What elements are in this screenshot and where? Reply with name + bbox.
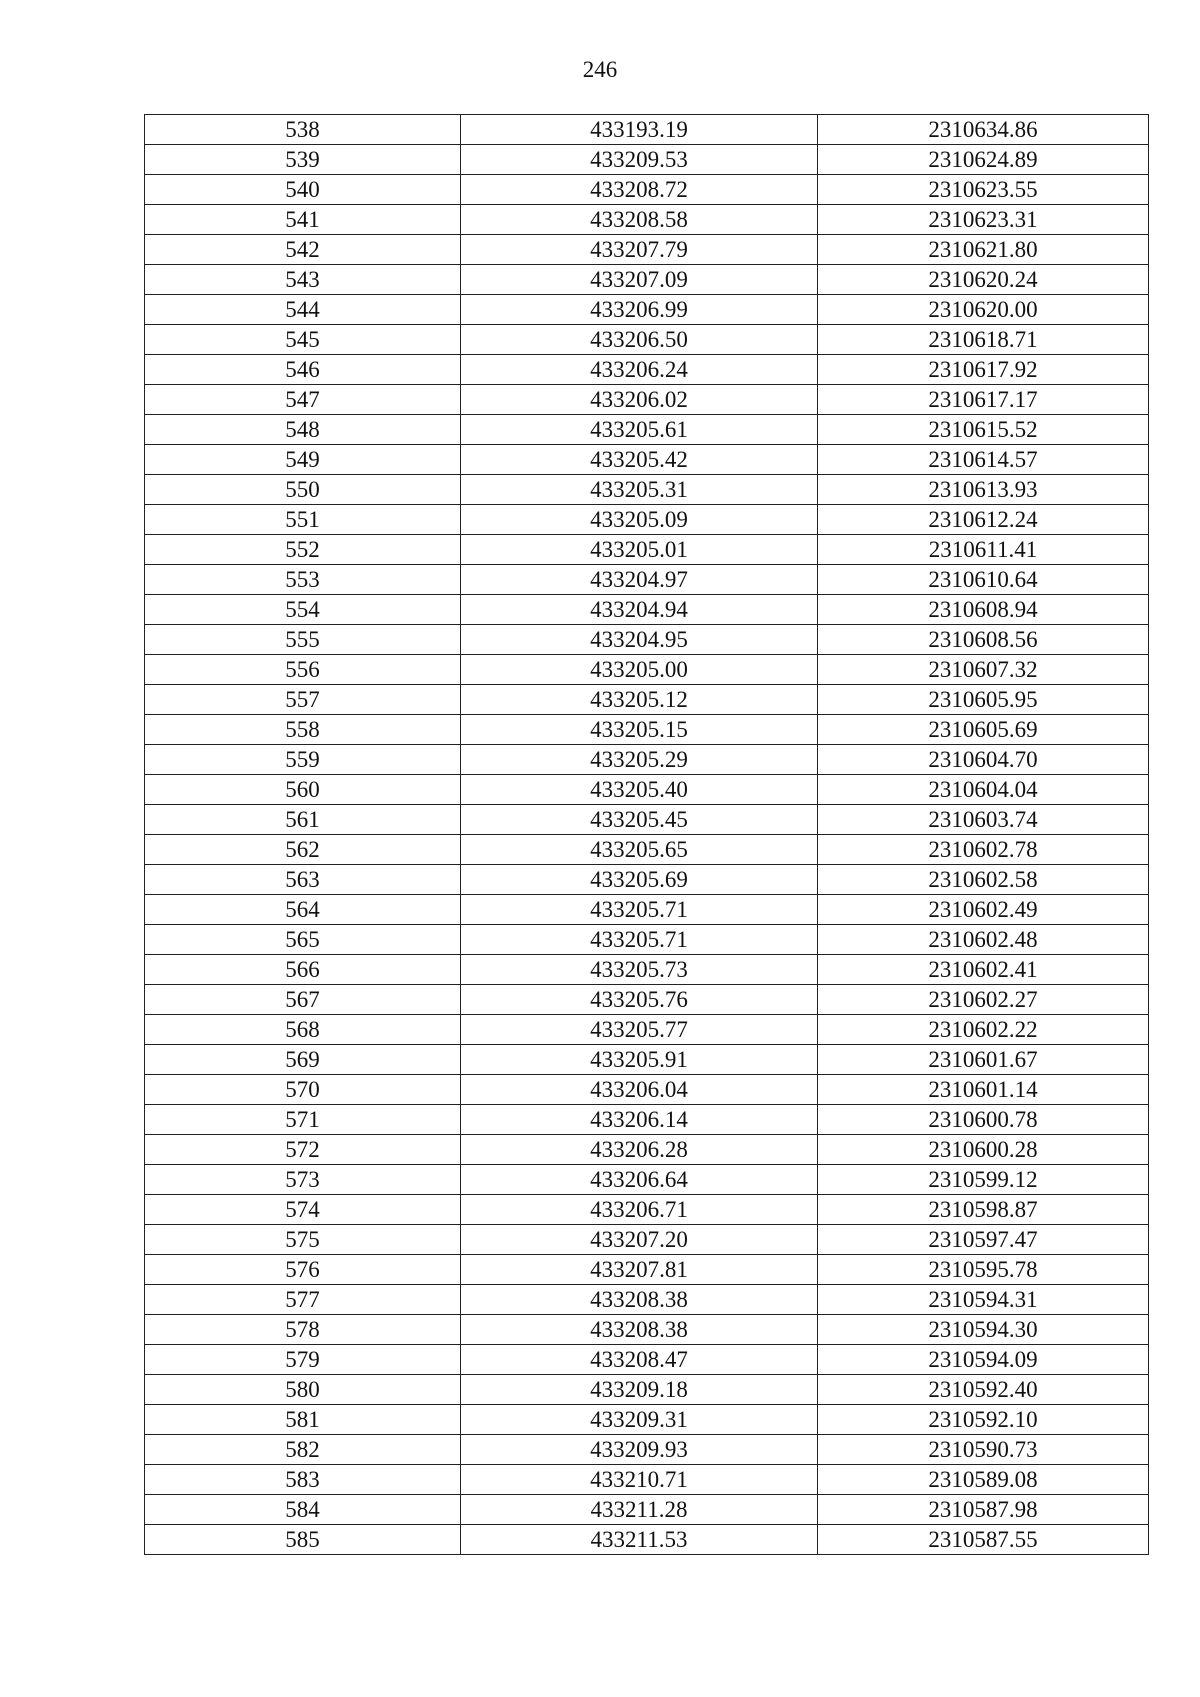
x-coordinate-cell: 433210.71: [461, 1465, 818, 1495]
y-coordinate-cell: 2310602.22: [818, 1015, 1149, 1045]
y-coordinate-cell: 2310602.41: [818, 955, 1149, 985]
table-row: [145, 145, 1149, 175]
y-coordinate-cell: 2310587.55: [818, 1525, 1149, 1555]
x-coordinate-cell: 433205.71: [461, 925, 818, 955]
point-number-cell: 558: [145, 715, 461, 745]
y-coordinate-cell: 2310598.87: [818, 1195, 1149, 1225]
x-coordinate-cell: 433205.00: [461, 655, 818, 685]
table-row: [145, 895, 1149, 925]
point-number-cell: 540: [145, 175, 461, 205]
table-row: [145, 475, 1149, 505]
point-number-cell: 554: [145, 595, 461, 625]
point-number-cell: 561: [145, 805, 461, 835]
point-number-cell: 578: [145, 1315, 461, 1345]
y-coordinate-cell: 2310610.64: [818, 565, 1149, 595]
x-coordinate-cell: 433205.42: [461, 445, 818, 475]
point-number-cell: 545: [145, 325, 461, 355]
y-coordinate-cell: 2310590.73: [818, 1435, 1149, 1465]
x-coordinate-cell: 433206.28: [461, 1135, 818, 1165]
x-coordinate-cell: 433204.95: [461, 625, 818, 655]
table-row: [145, 1525, 1149, 1555]
coordinates-table: [144, 114, 1149, 1555]
table-row: [145, 1405, 1149, 1435]
point-number-cell: 579: [145, 1345, 461, 1375]
point-number-cell: 564: [145, 895, 461, 925]
y-coordinate-cell: 2310605.69: [818, 715, 1149, 745]
y-coordinate-cell: 2310601.67: [818, 1045, 1149, 1075]
x-coordinate-cell: 433208.58: [461, 205, 818, 235]
x-coordinate-cell: 433205.91: [461, 1045, 818, 1075]
table-row: [145, 1105, 1149, 1135]
x-coordinate-cell: 433209.31: [461, 1405, 818, 1435]
table-row: [145, 1015, 1149, 1045]
y-coordinate-cell: 2310600.28: [818, 1135, 1149, 1165]
x-coordinate-cell: 433204.97: [461, 565, 818, 595]
x-coordinate-cell: 433205.71: [461, 895, 818, 925]
point-number-cell: 568: [145, 1015, 461, 1045]
x-coordinate-cell: 433206.24: [461, 355, 818, 385]
y-coordinate-cell: 2310597.47: [818, 1225, 1149, 1255]
x-coordinate-cell: 433206.02: [461, 385, 818, 415]
y-coordinate-cell: 2310601.14: [818, 1075, 1149, 1105]
x-coordinate-cell: 433205.15: [461, 715, 818, 745]
point-number-cell: 565: [145, 925, 461, 955]
table-row: [145, 865, 1149, 895]
x-coordinate-cell: 433209.93: [461, 1435, 818, 1465]
point-number-cell: 551: [145, 505, 461, 535]
x-coordinate-cell: 433206.71: [461, 1195, 818, 1225]
point-number-cell: 539: [145, 145, 461, 175]
table-row: [145, 1465, 1149, 1495]
x-coordinate-cell: 433205.73: [461, 955, 818, 985]
table-row: [145, 1255, 1149, 1285]
point-number-cell: 583: [145, 1465, 461, 1495]
y-coordinate-cell: 2310611.41: [818, 535, 1149, 565]
x-coordinate-cell: 433206.14: [461, 1105, 818, 1135]
point-number-cell: 567: [145, 985, 461, 1015]
x-coordinate-cell: 433205.61: [461, 415, 818, 445]
table-row: [145, 565, 1149, 595]
x-coordinate-cell: 433205.12: [461, 685, 818, 715]
point-number-cell: 562: [145, 835, 461, 865]
x-coordinate-cell: 433205.65: [461, 835, 818, 865]
point-number-cell: 563: [145, 865, 461, 895]
y-coordinate-cell: 2310604.70: [818, 745, 1149, 775]
x-coordinate-cell: 433208.72: [461, 175, 818, 205]
point-number-cell: 541: [145, 205, 461, 235]
y-coordinate-cell: 2310634.86: [818, 115, 1149, 145]
point-number-cell: 566: [145, 955, 461, 985]
table-row: [145, 715, 1149, 745]
point-number-cell: 582: [145, 1435, 461, 1465]
x-coordinate-cell: 433207.09: [461, 265, 818, 295]
y-coordinate-cell: 2310602.27: [818, 985, 1149, 1015]
point-number-cell: 547: [145, 385, 461, 415]
x-coordinate-cell: 433206.99: [461, 295, 818, 325]
table-row: [145, 775, 1149, 805]
point-number-cell: 546: [145, 355, 461, 385]
table-row: [145, 1045, 1149, 1075]
table-row: [145, 1495, 1149, 1525]
y-coordinate-cell: 2310595.78: [818, 1255, 1149, 1285]
point-number-cell: 572: [145, 1135, 461, 1165]
point-number-cell: 580: [145, 1375, 461, 1405]
x-coordinate-cell: 433207.79: [461, 235, 818, 265]
table-row: [145, 325, 1149, 355]
table-row: [145, 1195, 1149, 1225]
y-coordinate-cell: 2310612.24: [818, 505, 1149, 535]
y-coordinate-cell: 2310620.00: [818, 295, 1149, 325]
table-row: [145, 415, 1149, 445]
table-row: [145, 265, 1149, 295]
x-coordinate-cell: 433209.18: [461, 1375, 818, 1405]
y-coordinate-cell: 2310621.80: [818, 235, 1149, 265]
table-row: [145, 745, 1149, 775]
x-coordinate-cell: 433206.04: [461, 1075, 818, 1105]
point-number-cell: 557: [145, 685, 461, 715]
y-coordinate-cell: 2310602.49: [818, 895, 1149, 925]
x-coordinate-cell: 433207.81: [461, 1255, 818, 1285]
point-number-cell: 552: [145, 535, 461, 565]
x-coordinate-cell: 433204.94: [461, 595, 818, 625]
table-row: [145, 685, 1149, 715]
y-coordinate-cell: 2310592.40: [818, 1375, 1149, 1405]
table-row: [145, 175, 1149, 205]
y-coordinate-cell: 2310617.92: [818, 355, 1149, 385]
point-number-cell: 569: [145, 1045, 461, 1075]
point-number-cell: 576: [145, 1255, 461, 1285]
point-number-cell: 573: [145, 1165, 461, 1195]
point-number-cell: 542: [145, 235, 461, 265]
point-number-cell: 550: [145, 475, 461, 505]
y-coordinate-cell: 2310624.89: [818, 145, 1149, 175]
table-row: [145, 1225, 1149, 1255]
y-coordinate-cell: 2310602.48: [818, 925, 1149, 955]
table-row: [145, 925, 1149, 955]
y-coordinate-cell: 2310620.24: [818, 265, 1149, 295]
x-coordinate-cell: 433205.69: [461, 865, 818, 895]
table-row: [145, 295, 1149, 325]
y-coordinate-cell: 2310594.09: [818, 1345, 1149, 1375]
y-coordinate-cell: 2310607.32: [818, 655, 1149, 685]
table-row: [145, 355, 1149, 385]
table-row: [145, 835, 1149, 865]
table-row: [145, 115, 1149, 145]
point-number-cell: 581: [145, 1405, 461, 1435]
table-row: [145, 955, 1149, 985]
y-coordinate-cell: 2310592.10: [818, 1405, 1149, 1435]
y-coordinate-cell: 2310605.95: [818, 685, 1149, 715]
point-number-cell: 585: [145, 1525, 461, 1555]
table-row: [145, 985, 1149, 1015]
point-number-cell: 538: [145, 115, 461, 145]
point-number-cell: 571: [145, 1105, 461, 1135]
table-row: [145, 1135, 1149, 1165]
table-row: [145, 1345, 1149, 1375]
y-coordinate-cell: 2310608.56: [818, 625, 1149, 655]
table-row: [145, 805, 1149, 835]
y-coordinate-cell: 2310608.94: [818, 595, 1149, 625]
y-coordinate-cell: 2310613.93: [818, 475, 1149, 505]
point-number-cell: 556: [145, 655, 461, 685]
point-number-cell: 560: [145, 775, 461, 805]
x-coordinate-cell: 433206.64: [461, 1165, 818, 1195]
y-coordinate-cell: 2310618.71: [818, 325, 1149, 355]
table-row: [145, 235, 1149, 265]
table-row: [145, 625, 1149, 655]
table-row: [145, 535, 1149, 565]
table-row: [145, 385, 1149, 415]
y-coordinate-cell: 2310587.98: [818, 1495, 1149, 1525]
table-row: [145, 445, 1149, 475]
y-coordinate-cell: 2310600.78: [818, 1105, 1149, 1135]
table-row: [145, 1165, 1149, 1195]
x-coordinate-cell: 433205.09: [461, 505, 818, 535]
point-number-cell: 584: [145, 1495, 461, 1525]
x-coordinate-cell: 433205.29: [461, 745, 818, 775]
x-coordinate-cell: 433208.47: [461, 1345, 818, 1375]
x-coordinate-cell: 433208.38: [461, 1315, 818, 1345]
y-coordinate-cell: 2310603.74: [818, 805, 1149, 835]
point-number-cell: 553: [145, 565, 461, 595]
x-coordinate-cell: 433205.01: [461, 535, 818, 565]
y-coordinate-cell: 2310615.52: [818, 415, 1149, 445]
y-coordinate-cell: 2310594.31: [818, 1285, 1149, 1315]
y-coordinate-cell: 2310604.04: [818, 775, 1149, 805]
point-number-cell: 559: [145, 745, 461, 775]
table-row: [145, 205, 1149, 235]
table-row: [145, 655, 1149, 685]
table-row: [145, 1435, 1149, 1465]
point-number-cell: 574: [145, 1195, 461, 1225]
table-row: [145, 1075, 1149, 1105]
y-coordinate-cell: 2310623.55: [818, 175, 1149, 205]
point-number-cell: 577: [145, 1285, 461, 1315]
x-coordinate-cell: 433209.53: [461, 145, 818, 175]
table-row: [145, 1375, 1149, 1405]
table-row: [145, 1315, 1149, 1345]
point-number-cell: 570: [145, 1075, 461, 1105]
x-coordinate-cell: 433205.31: [461, 475, 818, 505]
y-coordinate-cell: 2310589.08: [818, 1465, 1149, 1495]
y-coordinate-cell: 2310602.78: [818, 835, 1149, 865]
y-coordinate-cell: 2310614.57: [818, 445, 1149, 475]
x-coordinate-cell: 433193.19: [461, 115, 818, 145]
table-row: [145, 595, 1149, 625]
point-number-cell: 549: [145, 445, 461, 475]
point-number-cell: 544: [145, 295, 461, 325]
x-coordinate-cell: 433205.76: [461, 985, 818, 1015]
point-number-cell: 555: [145, 625, 461, 655]
y-coordinate-cell: 2310623.31: [818, 205, 1149, 235]
point-number-cell: 575: [145, 1225, 461, 1255]
point-number-cell: 548: [145, 415, 461, 445]
x-coordinate-cell: 433207.20: [461, 1225, 818, 1255]
x-coordinate-cell: 433206.50: [461, 325, 818, 355]
page-number: 246: [582, 57, 618, 82]
x-coordinate-cell: 433211.28: [461, 1495, 818, 1525]
table-row: [145, 1285, 1149, 1315]
x-coordinate-cell: 433211.53: [461, 1525, 818, 1555]
y-coordinate-cell: 2310594.30: [818, 1315, 1149, 1345]
x-coordinate-cell: 433205.45: [461, 805, 818, 835]
x-coordinate-cell: 433205.77: [461, 1015, 818, 1045]
table-row: [145, 505, 1149, 535]
y-coordinate-cell: 2310602.58: [818, 865, 1149, 895]
x-coordinate-cell: 433208.38: [461, 1285, 818, 1315]
y-coordinate-cell: 2310599.12: [818, 1165, 1149, 1195]
point-number-cell: 543: [145, 265, 461, 295]
coordinates-table-body: [145, 115, 1149, 1555]
y-coordinate-cell: 2310617.17: [818, 385, 1149, 415]
x-coordinate-cell: 433205.40: [461, 775, 818, 805]
